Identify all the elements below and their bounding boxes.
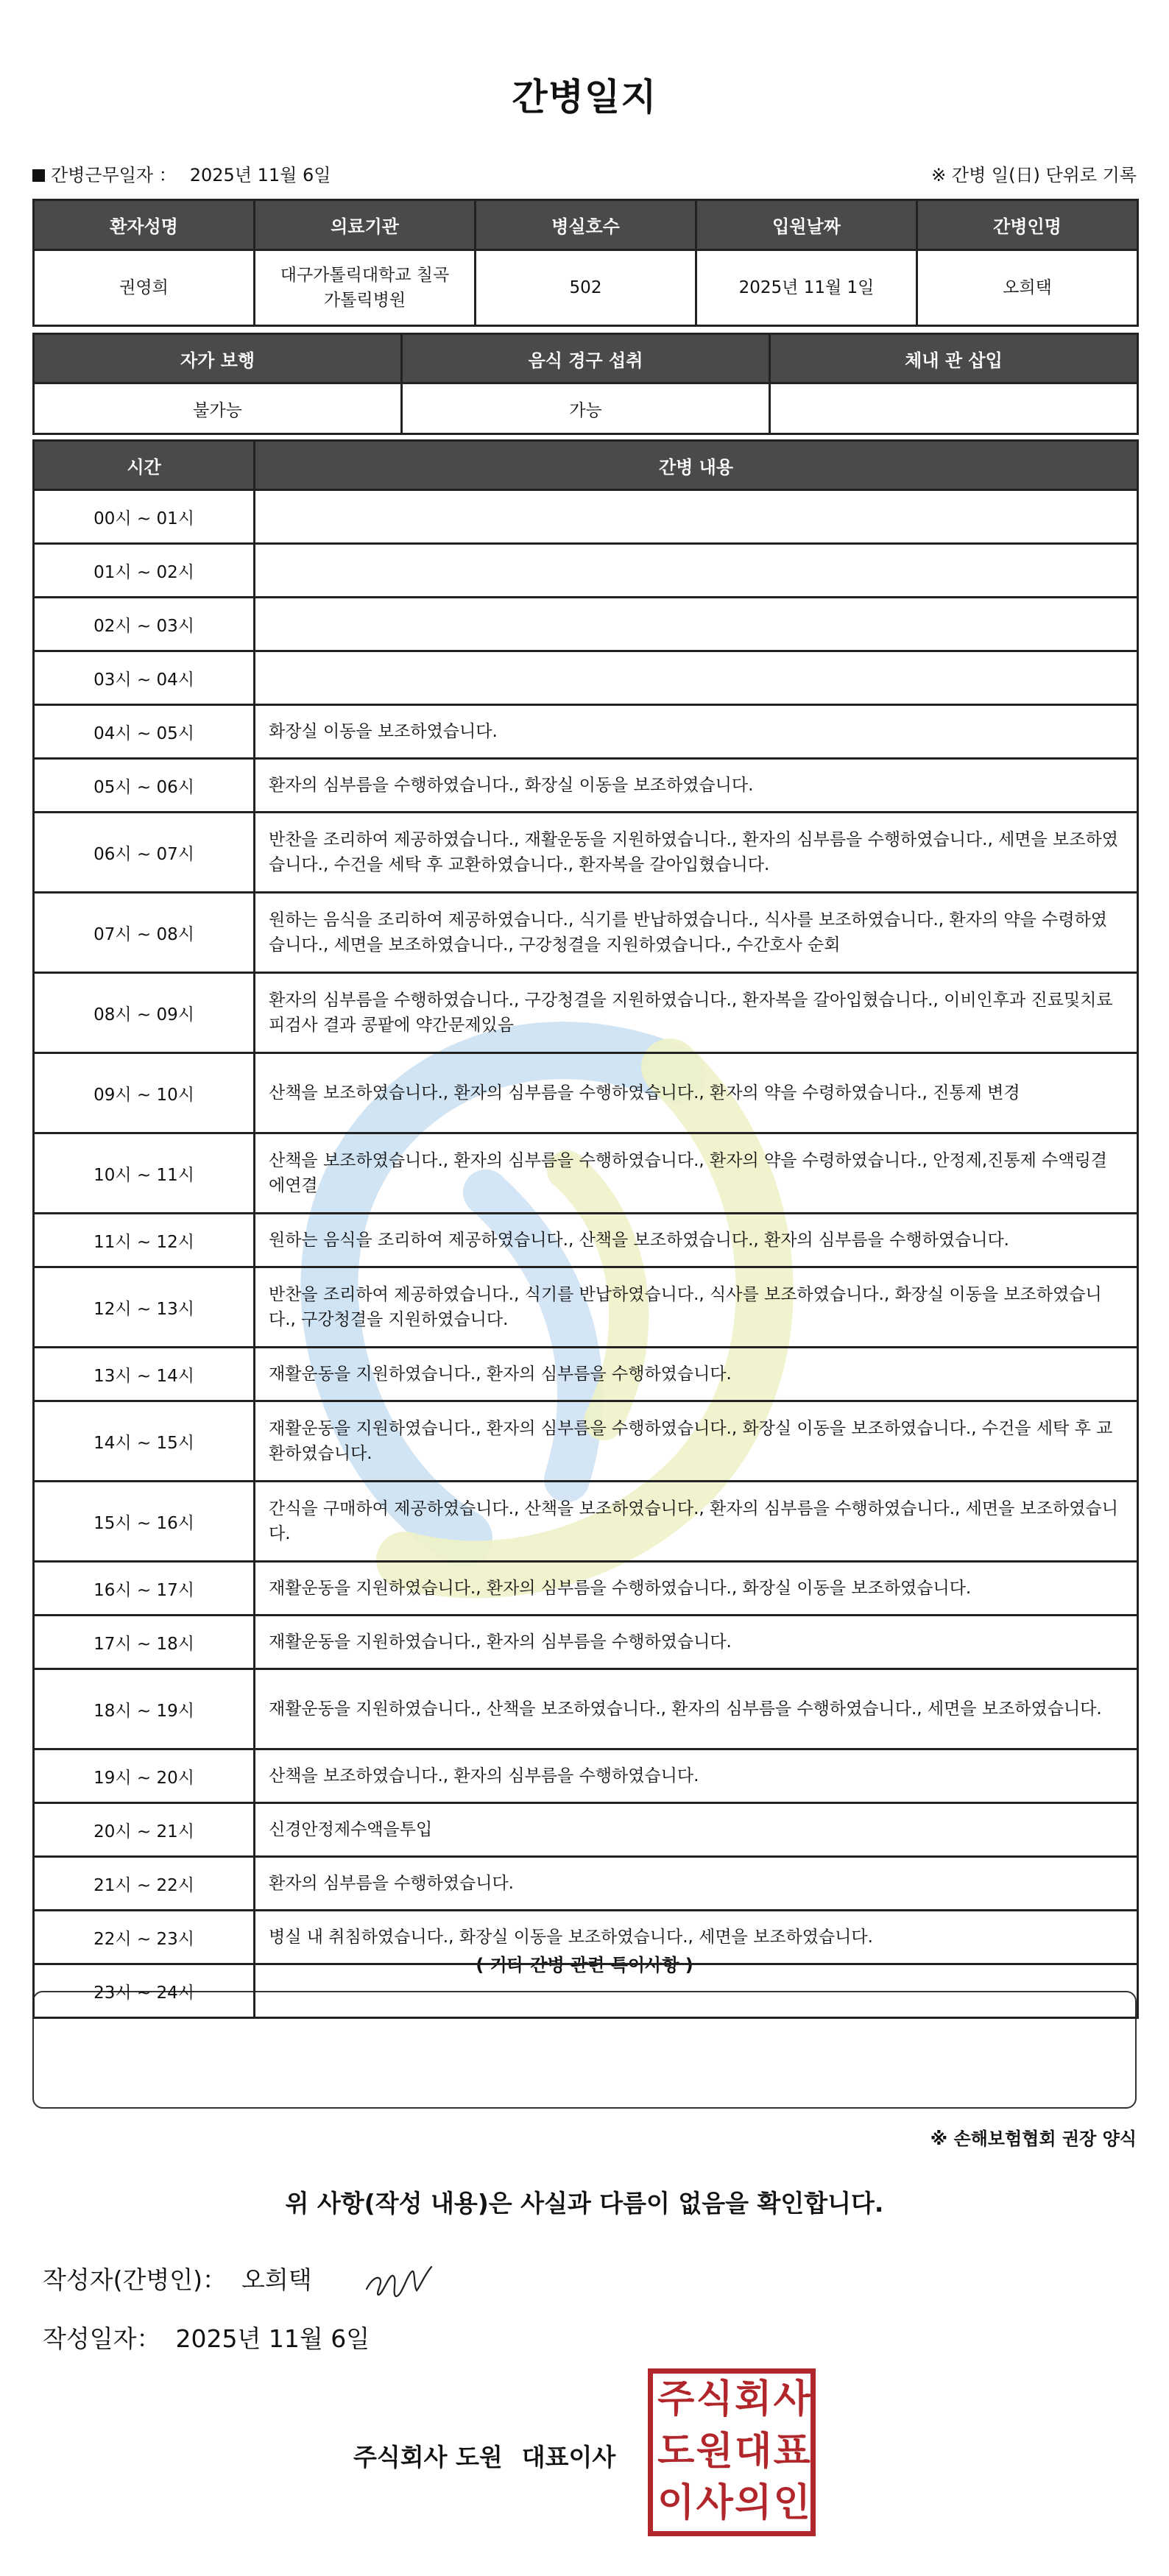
care-log-row — [34, 1401, 1138, 1482]
care-log-content — [255, 598, 1138, 651]
signature-icon — [361, 2254, 442, 2305]
etc-title: ( 기타 간병 관련 특이사항 ) — [476, 1955, 693, 1975]
work-date — [32, 160, 331, 186]
care-log-row — [34, 1562, 1138, 1616]
date-value: 2025년 11월 6일 — [175, 2324, 370, 2353]
value-room-number: 502 — [476, 250, 696, 326]
care-log-time: 21시 ~ 22시 — [34, 1857, 255, 1911]
patient-info-header-row — [34, 200, 1138, 250]
care-log-time: 12시 ~ 13시 — [34, 1267, 255, 1348]
care-log-content: 재활운동을 지원하였습니다., 환자의 심부름을 수행하였습니다., 화장실 이동을 보조하였습니다., 수건을 세탁 후 교환하였습니다. — [255, 1401, 1138, 1482]
care-log-content: 재활운동을 지원하였습니다., 환자의 심부름을 수행하였습니다., 화장실 이동을 보조하였습니다. — [255, 1562, 1138, 1616]
care-log-header-row — [34, 441, 1138, 490]
care-log-content: 산책을 보조하였습니다., 환자의 심부름을 수행하였습니다. — [255, 1749, 1138, 1803]
writer-line — [43, 2261, 312, 2296]
care-log-row — [34, 1964, 1138, 2018]
header-care-content: 간병 내용 — [255, 441, 1138, 490]
care-log-content — [255, 544, 1138, 598]
seal-characters — [657, 2374, 811, 2530]
care-log-row — [34, 1053, 1138, 1133]
work-date-value: 2025년 11월 6일 — [189, 165, 331, 185]
seal-char: 사 — [773, 2377, 810, 2421]
header-time: 시간 — [34, 441, 255, 490]
seal-char: 이 — [657, 2481, 695, 2526]
care-log-time: 09시 ~ 10시 — [34, 1053, 255, 1133]
recommend-note: ※ 손해보험협회 권장 양식 — [930, 2129, 1137, 2149]
care-log-time: 23시 ~ 24시 — [34, 1964, 255, 2018]
care-log-content — [255, 490, 1138, 544]
meta-row — [32, 160, 1137, 185]
care-log-row — [34, 705, 1138, 759]
writer-name: 오희택 — [241, 2265, 312, 2294]
header-tube-insertion: 체내 관 삽입 — [770, 334, 1138, 383]
care-log-content: 반찬을 조리하여 제공하였습니다., 식기를 반납하였습니다., 식사를 보조하였습니다., 화장실 이동을 보조하였습니다., 구강청결을 지원하였습니다. — [255, 1267, 1138, 1348]
patient-status-table — [32, 333, 1139, 435]
care-log-content: 산책을 보조하였습니다., 환자의 심부름을 수행하였습니다., 환자의 약을 수령하였습니다., 진통제 변경 — [255, 1053, 1138, 1133]
care-log-content: 환자의 심부름을 수행하였습니다., 화장실 이동을 보조하였습니다. — [255, 759, 1138, 813]
patient-info-value-row — [34, 250, 1138, 326]
value-oral-intake: 가능 — [402, 383, 770, 434]
care-log-time: 08시 ~ 09시 — [34, 973, 255, 1053]
value-tube-insertion — [770, 383, 1138, 434]
header-walking: 자가 보행 — [34, 334, 402, 383]
care-log-time: 01시 ~ 02시 — [34, 544, 255, 598]
patient-info-table — [32, 199, 1139, 327]
seal-char: 주 — [657, 2377, 695, 2421]
header-patient-name: 환자성명 — [34, 200, 255, 250]
patient-status-header-row — [34, 334, 1138, 383]
care-log-row — [34, 1482, 1138, 1562]
care-log-content: 환자의 심부름을 수행하였습니다., 구강청결을 지원하였습니다., 환자복을 갈아입혔습니다., 이비인후과 진료및치료 피검사 결과 콩팥에 약간문제있음 — [255, 973, 1138, 1053]
seal-char: 대 — [735, 2429, 772, 2474]
care-log-row — [34, 1669, 1138, 1749]
care-log-content: 원하는 음식을 조리하여 제공하였습니다., 산책을 보조하였습니다., 환자의 심부름을 수행하였습니다. — [255, 1214, 1138, 1267]
care-log-content: 재활운동을 지원하였습니다., 환자의 심부름을 수행하였습니다. — [255, 1616, 1138, 1669]
header-oral-intake: 음식 경구 섭취 — [402, 334, 770, 383]
care-log-time: 17시 ~ 18시 — [34, 1616, 255, 1669]
care-log-row — [34, 1267, 1138, 1348]
care-log-time: 20시 ~ 21시 — [34, 1803, 255, 1857]
care-log-content: 반찬을 조리하여 제공하였습니다., 재활운동을 지원하였습니다., 환자의 심부름을 수행하였습니다., 세면을 보조하였습니다., 수건을 세탁 후 교환하였습니다., 환자복을 갈아입혔습니다. — [255, 813, 1138, 893]
company-name: 주식회사 도원 — [353, 2443, 503, 2471]
header-admission-date: 입원날짜 — [696, 200, 917, 250]
seal-char: 의 — [735, 2481, 772, 2526]
care-log-content — [255, 651, 1138, 705]
date-line — [43, 2320, 370, 2354]
care-log-row — [34, 490, 1138, 544]
care-log-body — [34, 490, 1138, 2018]
care-log-time: 16시 ~ 17시 — [34, 1562, 255, 1616]
care-log-table — [32, 439, 1139, 2019]
care-log-time: 00시 ~ 01시 — [34, 490, 255, 544]
care-log-row — [34, 1803, 1138, 1857]
care-log-row — [34, 973, 1138, 1053]
care-log-time: 13시 ~ 14시 — [34, 1348, 255, 1401]
care-log-content: 화장실 이동을 보조하였습니다. — [255, 705, 1138, 759]
care-log-time: 10시 ~ 11시 — [34, 1133, 255, 1214]
care-log-time: 03시 ~ 04시 — [34, 651, 255, 705]
value-hospital: 대구가톨릭대학교 칠곡 가톨릭병원 — [255, 250, 476, 326]
seal-char: 식 — [696, 2377, 733, 2421]
care-log-time: 22시 ~ 23시 — [34, 1911, 255, 1964]
care-log-row — [34, 1911, 1138, 1964]
care-log-row — [34, 759, 1138, 813]
header-hospital: 의료기관 — [255, 200, 476, 250]
seal-char: 표 — [773, 2429, 810, 2474]
care-log-content: 신경안정제수액을투입 — [255, 1803, 1138, 1857]
care-log-row — [34, 598, 1138, 651]
care-log-time: 14시 ~ 15시 — [34, 1401, 255, 1482]
care-log-content: 간식을 구매하여 제공하였습니다., 산책을 보조하였습니다., 환자의 심부름을 수행하였습니다., 세면을 보조하였습니다. — [255, 1482, 1138, 1562]
care-log-row — [34, 813, 1138, 893]
care-log-content: 병실 내 취침하였습니다., 화장실 이동을 보조하였습니다., 세면을 보조하였습니다. — [255, 1911, 1138, 1964]
care-log-time: 19시 ~ 20시 — [34, 1749, 255, 1803]
care-log-row — [34, 1857, 1138, 1911]
document-title: 간병일지 — [512, 76, 657, 118]
care-log-time: 07시 ~ 08시 — [34, 893, 255, 973]
care-log-row — [34, 1749, 1138, 1803]
care-log-row — [34, 1214, 1138, 1267]
work-date-label: 간병근무일자 ： — [51, 165, 177, 185]
care-log-content: 원하는 음식을 조리하여 제공하였습니다., 식기를 반납하였습니다., 식사를 보조하였습니다., 환자의 약을 수령하였습니다., 세면을 보조하였습니다., 구강청결을 지원하였습니다., 수간호사 순회 — [255, 893, 1138, 973]
company-seal — [648, 2368, 816, 2536]
care-log-time: 15시 ~ 16시 — [34, 1482, 255, 1562]
care-log-row — [34, 651, 1138, 705]
care-log-row — [34, 893, 1138, 973]
header-caregiver-name: 간병인명 — [917, 200, 1138, 250]
care-log-time: 04시 ~ 05시 — [34, 705, 255, 759]
value-patient-name: 권영희 — [34, 250, 255, 326]
company-role: 대표이사 — [521, 2443, 616, 2471]
seal-char: 회 — [735, 2377, 772, 2421]
seal-char: 사 — [696, 2481, 733, 2526]
value-caregiver-name: 오희택 — [917, 250, 1138, 326]
patient-status-value-row — [34, 383, 1138, 434]
care-log-row — [34, 1616, 1138, 1669]
care-log-time: 11시 ~ 12시 — [34, 1214, 255, 1267]
care-log-row — [34, 544, 1138, 598]
square-bullet-icon — [32, 169, 45, 182]
care-log-time: 05시 ~ 06시 — [34, 759, 255, 813]
seal-char: 도 — [657, 2429, 695, 2474]
care-log-content: 환자의 심부름을 수행하였습니다. — [255, 1857, 1138, 1911]
writer-label: 작성자(간병인)： — [43, 2265, 227, 2294]
care-log-row — [34, 1348, 1138, 1401]
record-note: ※ 간병 일(日) 단위로 기록 — [931, 165, 1137, 185]
value-admission-date: 2025년 11월 1일 — [696, 250, 917, 326]
seal-char: 인 — [773, 2481, 810, 2526]
care-log-time: 02시 ~ 03시 — [34, 598, 255, 651]
care-log-row — [34, 1133, 1138, 1214]
confirmation-statement: 위 사항(작성 내용)은 사실과 다름이 없음을 확인합니다. — [285, 2189, 884, 2218]
date-label: 작성일자： — [43, 2324, 161, 2353]
care-log-content: 재활운동을 지원하였습니다., 산책을 보조하였습니다., 환자의 심부름을 수행하였습니다., 세면을 보조하였습니다. — [255, 1669, 1138, 1749]
value-walking: 불가능 — [34, 383, 402, 434]
header-room-number: 병실호수 — [476, 200, 696, 250]
seal-char: 원 — [696, 2429, 733, 2474]
care-log-time: 18시 ~ 19시 — [34, 1669, 255, 1749]
care-log-time: 06시 ~ 07시 — [34, 813, 255, 893]
company-signature — [353, 2438, 615, 2473]
care-log-content: 재활운동을 지원하였습니다., 환자의 심부름을 수행하였습니다. — [255, 1348, 1138, 1401]
care-log-content: 산책을 보조하였습니다., 환자의 심부름을 수행하였습니다., 환자의 약을 수령하였습니다., 안정제,진통제 수액링결에연결 — [255, 1133, 1138, 1214]
care-log-content — [255, 1964, 1138, 2018]
